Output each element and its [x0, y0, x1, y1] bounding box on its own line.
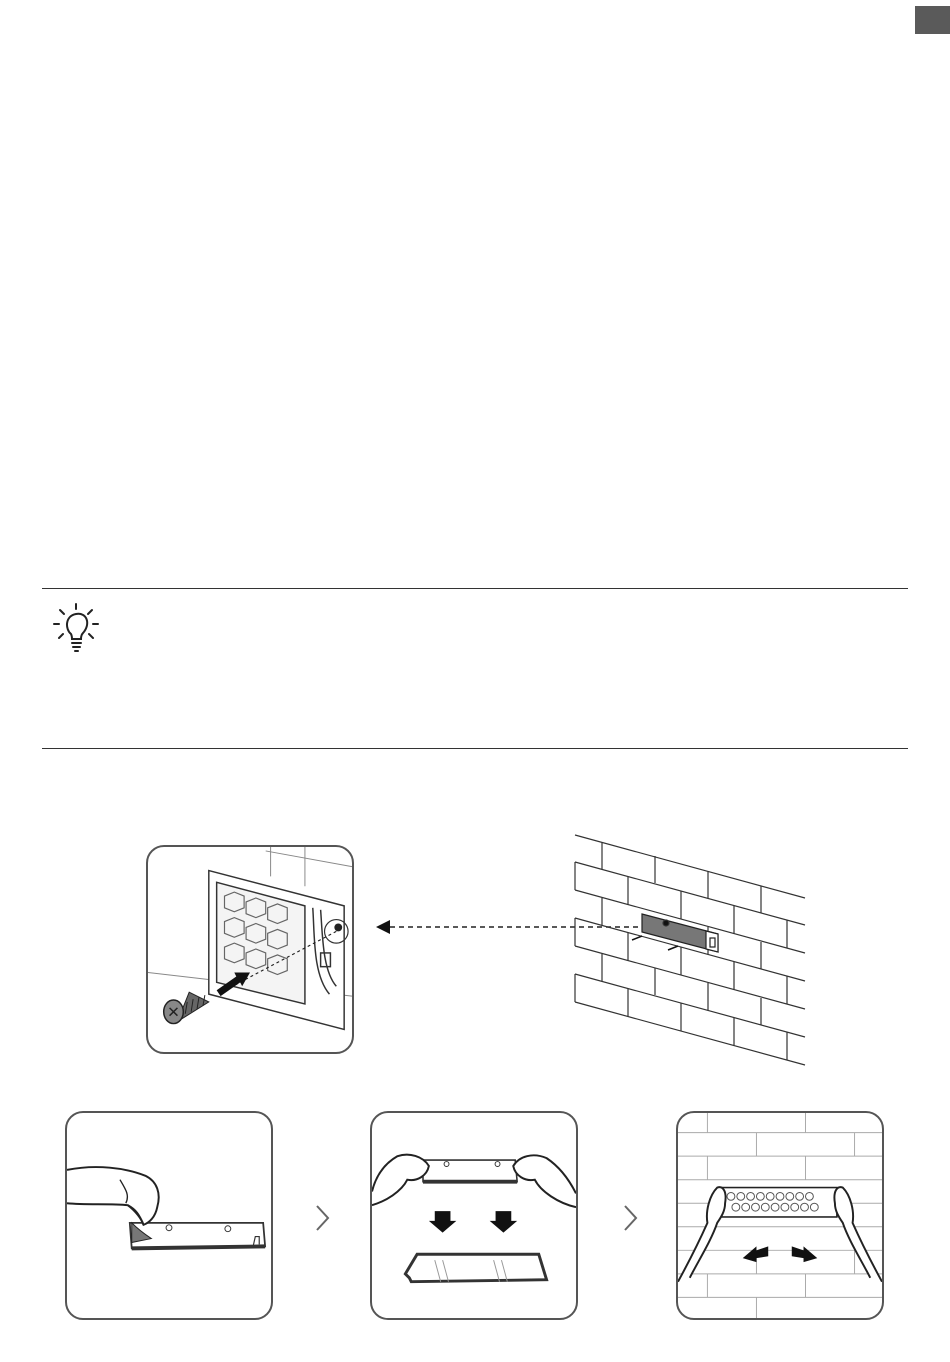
screw-icon: [164, 992, 209, 1023]
lightbulb-icon: [52, 602, 106, 656]
chevron-right-icon: [314, 1203, 332, 1233]
step-3-panel: [676, 1111, 884, 1320]
align-bracket-icon: [372, 1113, 576, 1318]
peel-backing-icon: [67, 1113, 271, 1318]
screw-mount-illustration: [148, 847, 352, 1052]
tip-bottom-divider: [42, 748, 908, 749]
language-tab: [915, 6, 950, 34]
step-1-panel: [65, 1111, 273, 1320]
brick-wall-icon: [570, 830, 810, 1070]
tip-top-divider: [42, 588, 908, 589]
screw-mount-panel: [146, 845, 354, 1054]
chevron-right-icon-2: [622, 1203, 640, 1233]
press-to-wall-icon: [678, 1113, 882, 1318]
step-2-panel: [370, 1111, 578, 1320]
